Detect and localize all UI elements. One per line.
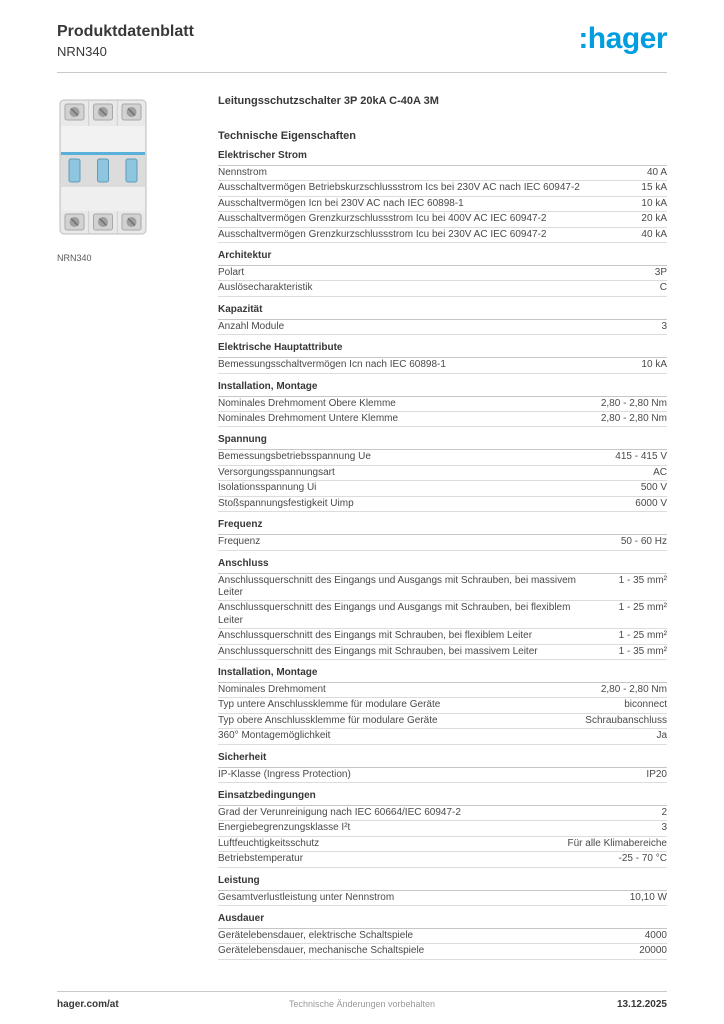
section-title: Leistung	[218, 875, 667, 891]
product-title: Leitungsschutzschalter 3P 20kA C-40A 3M	[218, 95, 439, 107]
spec-value: 3P	[654, 267, 667, 279]
section-title: Elektrische Hauptattribute	[218, 342, 667, 358]
spec-row	[218, 629, 667, 644]
page-footer	[57, 991, 667, 1010]
spec-row	[218, 412, 667, 427]
spec-label: Grad der Verunreinigung nach IEC 60664/IEC 60947-2	[218, 806, 461, 818]
spec-row	[218, 481, 667, 496]
spec-value: 1 - 35 mm²	[618, 574, 667, 586]
spec-value: C	[659, 282, 667, 294]
spec-row	[218, 837, 667, 852]
spec-row	[218, 821, 667, 836]
spec-section	[218, 519, 667, 550]
spec-section	[218, 875, 667, 906]
spec-row	[218, 574, 667, 602]
spec-section	[218, 558, 667, 660]
spec-value: 3	[661, 822, 667, 834]
mcb-illustration	[57, 94, 149, 240]
spec-label: Gerätelebensdauer, mechanische Schaltspiele	[218, 945, 425, 957]
spec-section	[218, 790, 667, 868]
spec-row	[218, 466, 667, 481]
spec-label: Ausschaltvermögen Grenzkurzschlussstrom Icu bei 230V AC IEC 60947-2	[218, 228, 547, 240]
spec-value: 40 kA	[641, 228, 667, 240]
spec-value: 2,80 - 2,80 Nm	[600, 413, 667, 425]
spec-row	[218, 714, 667, 729]
spec-value: 20000	[639, 945, 667, 957]
spec-section	[218, 667, 667, 745]
header-titles	[57, 22, 194, 60]
spec-section	[218, 342, 667, 373]
spec-value: 2,80 - 2,80 Nm	[600, 397, 667, 409]
left-column	[57, 94, 218, 960]
spec-section	[218, 913, 667, 960]
spec-value: 500 V	[640, 482, 667, 494]
spec-value: 2,80 - 2,80 Nm	[600, 683, 667, 695]
spec-label: Isolationsspannung Ui	[218, 482, 317, 494]
section-title: Anschluss	[218, 558, 667, 574]
main-column	[218, 94, 667, 960]
spec-label: Betriebstemperatur	[218, 853, 304, 865]
spec-value: 415 - 415 V	[615, 451, 667, 463]
section-title: Architektur	[218, 250, 667, 266]
spec-row	[218, 497, 667, 512]
spec-row	[218, 535, 667, 550]
spec-sections	[218, 150, 667, 960]
spec-label: Typ obere Anschlussklemme für modulare Geräte	[218, 714, 438, 726]
spec-value: 1 - 25 mm²	[618, 630, 667, 642]
spec-value: 15 kA	[641, 182, 667, 194]
spec-label: Nominales Drehmoment Obere Klemme	[218, 397, 396, 409]
product-image-caption: NRN340	[57, 253, 92, 263]
spec-label: Ausschaltvermögen Betriebskurzschlussstrom Ics bei 230V AC nach IEC 60947-2	[218, 182, 580, 194]
spec-section	[218, 304, 667, 335]
spec-row	[218, 806, 667, 821]
spec-value: IP20	[646, 768, 667, 780]
spec-value: 10 kA	[641, 197, 667, 209]
section-title: Frequenz	[218, 519, 667, 535]
spec-value: 4000	[644, 930, 667, 941]
spec-label: Energiebegrenzungsklasse I²t	[218, 822, 351, 834]
footer-website: hager.com/at	[57, 999, 119, 1010]
spec-value: 10 kA	[641, 359, 667, 371]
spec-label: Anschlussquerschnitt des Eingangs und Ausgangs mit Schrauben, bei massivem Leiter	[218, 574, 576, 598]
spec-label: Typ untere Anschlussklemme für modulare Geräte	[218, 699, 441, 711]
spec-label: Anschlussquerschnitt des Eingangs mit Schrauben, bei flexiblem Leiter	[218, 630, 533, 642]
spec-row	[218, 320, 667, 335]
spec-label: Nominales Drehmoment Untere Klemme	[218, 413, 399, 425]
section-title: Einsatzbedingungen	[218, 790, 667, 806]
spec-row	[218, 197, 667, 212]
spec-label: Frequenz	[218, 536, 261, 548]
technical-properties-heading: Technische Eigenschaften	[218, 130, 356, 142]
product-image	[57, 94, 149, 245]
content	[57, 94, 667, 960]
spec-value: Ja	[656, 730, 667, 742]
spec-value: 6000 V	[635, 497, 667, 509]
spec-label: Stoßspannungsfestigkeit Uimp	[218, 497, 354, 509]
spec-section	[218, 434, 667, 512]
hager-logo: :hager	[578, 22, 667, 55]
spec-row	[218, 181, 667, 196]
spec-row	[218, 891, 667, 906]
spec-row	[218, 683, 667, 698]
page-title: Produktdatenblatt	[57, 23, 194, 40]
spec-section	[218, 150, 667, 243]
spec-value: biconnect	[624, 699, 667, 711]
spec-label: Anzahl Module	[218, 320, 285, 332]
spec-row	[218, 729, 667, 744]
spec-row	[218, 281, 667, 296]
spec-value: 20 kA	[641, 213, 667, 225]
spec-value: 1 - 25 mm²	[618, 602, 667, 614]
spec-label: Bemessungsschaltvermögen Icn nach IEC 60898-1	[218, 359, 446, 371]
spec-label: IP-Klasse (Ingress Protection)	[218, 768, 351, 780]
spec-row	[218, 228, 667, 243]
spec-row	[218, 768, 667, 783]
spec-row	[218, 450, 667, 465]
spec-row	[218, 645, 667, 660]
section-title: Kapazität	[218, 304, 667, 320]
spec-row	[218, 212, 667, 227]
spec-value: 1 - 35 mm²	[618, 645, 667, 657]
spec-label: Auslösecharakteristik	[218, 282, 313, 294]
spec-section	[218, 381, 667, 428]
footer-date: 13.12.2025	[616, 999, 667, 1010]
spec-row	[218, 266, 667, 281]
spec-value: 10,10 W	[629, 891, 667, 903]
spec-label: Polart	[218, 267, 245, 279]
section-title: Installation, Montage	[218, 667, 667, 683]
spec-value: 3	[661, 320, 667, 332]
section-title: Elektrischer Strom	[218, 150, 667, 166]
spec-row	[218, 358, 667, 373]
page-header	[57, 22, 667, 73]
spec-label: Gerätelebensdauer, elektrische Schaltspiele	[218, 930, 414, 941]
spec-row	[218, 397, 667, 412]
spec-value: AC	[653, 466, 667, 478]
spec-label: Nominales Drehmoment	[218, 683, 326, 695]
spec-value: 40 A	[646, 167, 667, 178]
spec-row	[218, 944, 667, 959]
section-title: Ausdauer	[218, 913, 667, 929]
section-title: Installation, Montage	[218, 381, 667, 397]
spec-value: Schraubanschluss	[585, 714, 667, 726]
spec-label: Versorgungsspannungsart	[218, 466, 335, 478]
spec-section	[218, 752, 667, 783]
spec-label: Ausschaltvermögen Grenzkurzschlussstrom Icu bei 400V AC IEC 60947-2	[218, 213, 547, 225]
spec-label: Anschlussquerschnitt des Eingangs und Ausgangs mit Schrauben, bei flexiblem Leiter	[218, 602, 571, 626]
section-title: Sicherheit	[218, 752, 667, 768]
spec-row	[218, 852, 667, 867]
spec-section	[218, 250, 667, 297]
spec-value: Für alle Klimabereiche	[567, 837, 667, 849]
spec-label: Anschlussquerschnitt des Eingangs mit Schrauben, bei massivem Leiter	[218, 645, 538, 657]
spec-label: Gesamtverlustleistung unter Nennstrom	[218, 891, 395, 903]
spec-label: Ausschaltvermögen Icn bei 230V AC nach IEC 60898-1	[218, 197, 464, 209]
product-code: NRN340	[57, 44, 107, 59]
spec-label: Luftfeuchtigkeitsschutz	[218, 837, 320, 849]
footer-disclaimer: Technische Änderungen vorbehalten	[288, 999, 436, 1009]
spec-label: 360° Montagemöglichkeit	[218, 730, 331, 742]
spec-value: -25 - 70 °C	[618, 853, 667, 865]
spec-value: 2	[661, 806, 667, 818]
spec-label: Nennstrom	[218, 167, 267, 178]
spec-row	[218, 166, 667, 181]
spec-value: 50 - 60 Hz	[620, 536, 667, 548]
section-title: Spannung	[218, 434, 667, 450]
spec-label: Bemessungsbetriebsspannung Ue	[218, 451, 371, 463]
spec-row	[218, 698, 667, 713]
spec-row	[218, 601, 667, 629]
spec-row	[218, 929, 667, 944]
